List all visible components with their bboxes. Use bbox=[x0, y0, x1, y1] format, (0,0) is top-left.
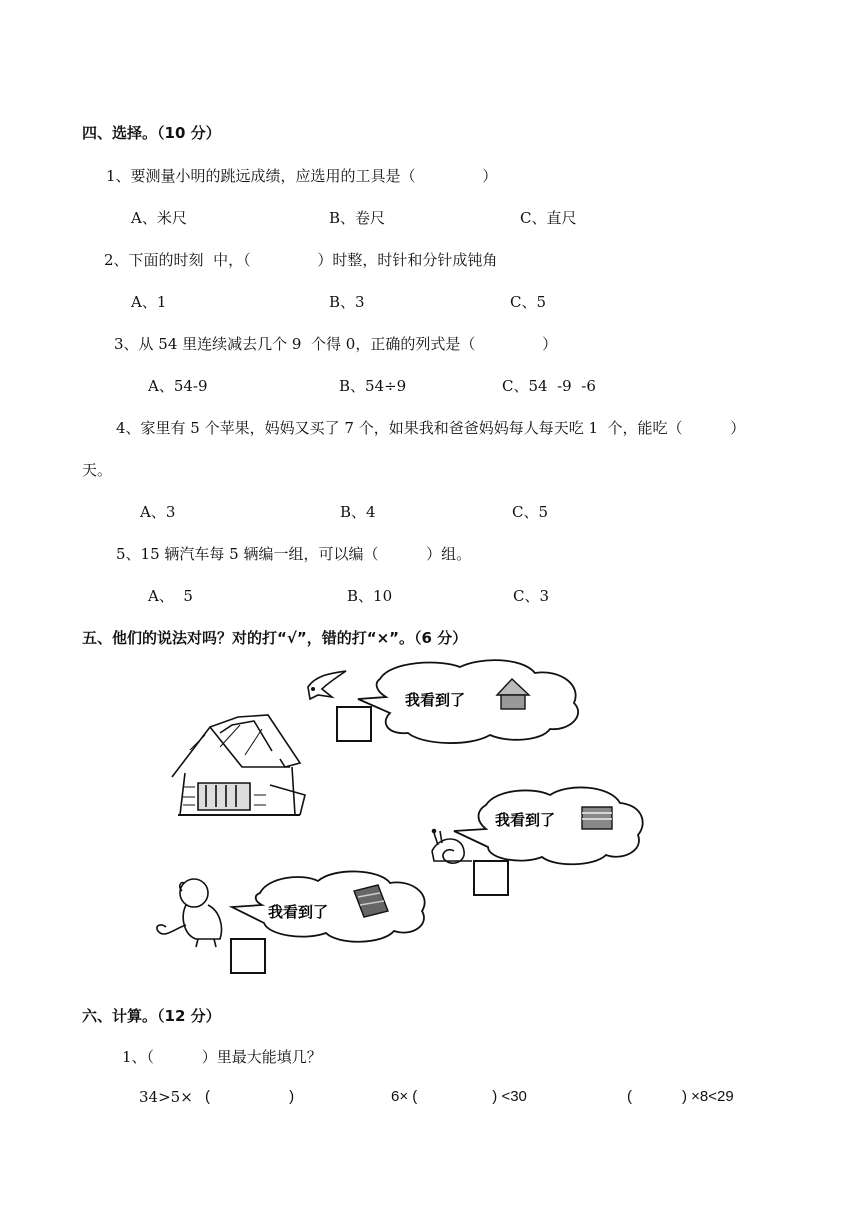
bird-drawing bbox=[308, 671, 346, 699]
illustration bbox=[150, 655, 650, 980]
expression-2[interactable]: 6× ( ) <30 bbox=[391, 1088, 527, 1105]
q3-option-b: B、54÷9 bbox=[339, 377, 407, 395]
bubble-1-text: 我看到了 bbox=[405, 691, 466, 709]
q5-option-c: C、3 bbox=[513, 587, 550, 605]
question-1: 1、要测量小明的跳远成绩，应选用的工具是（ ） bbox=[106, 167, 498, 185]
q4-option-b: B、4 bbox=[340, 503, 376, 521]
calc-question-1: 1、（ ）里最大能填几？ bbox=[122, 1048, 322, 1066]
speech-bubble-1 bbox=[358, 660, 578, 743]
q1-option-c: C、直尺 bbox=[520, 209, 577, 227]
q2-option-b: B、3 bbox=[329, 293, 365, 311]
expression-3[interactable]: ( ) ×8<29 bbox=[627, 1088, 734, 1105]
q4-option-a: A、3 bbox=[140, 503, 176, 521]
q1-option-a: A、米尺 bbox=[131, 209, 187, 227]
house-drawing bbox=[172, 715, 305, 815]
question-2: 2、下面的时刻 中，（ ）时整，时针和分针成钝角 bbox=[104, 251, 498, 269]
bubble-3-text: 我看到了 bbox=[268, 903, 329, 921]
expression-1-blank[interactable]: ( ) bbox=[205, 1088, 295, 1105]
bubble-2-text: 我看到了 bbox=[495, 811, 556, 829]
q1-option-b: B、卷尺 bbox=[329, 209, 386, 227]
q5-option-b: B、10 bbox=[347, 587, 393, 605]
q2-option-c: C、5 bbox=[510, 293, 547, 311]
q5-option-a: A、 5 bbox=[148, 587, 193, 605]
monkey-drawing bbox=[157, 879, 222, 947]
answer-box-monkey[interactable] bbox=[230, 938, 266, 974]
question-3: 3、从 54 里连续减去几个 9 个得 0，正确的列式是（ ） bbox=[114, 335, 558, 353]
q3-option-a: A、54-9 bbox=[148, 377, 208, 395]
section-5-title: 五、他们的说法对吗？对的打“√”，错的打“×”。（6 分） bbox=[82, 629, 468, 647]
q4-option-c: C、5 bbox=[512, 503, 549, 521]
expression-1-left: 34>5× bbox=[139, 1088, 193, 1106]
question-5: 5、15 辆汽车每 5 辆编一组，可以编（ ）组。 bbox=[116, 545, 472, 563]
section-4-title: 四、选择。（10 分） bbox=[82, 124, 221, 142]
q3-option-c: C、54 -9 -6 bbox=[502, 377, 596, 395]
q2-option-a: A、1 bbox=[131, 293, 167, 311]
house-thumbnail-2 bbox=[582, 807, 612, 829]
section-6-title: 六、计算。（12 分） bbox=[82, 1007, 221, 1025]
answer-box-bird[interactable] bbox=[336, 706, 372, 742]
question-4-continued: 天。 bbox=[82, 461, 113, 479]
question-4: 4、家里有 5 个苹果，妈妈又买了 7 个，如果我和爸爸妈妈每人每天吃 1 个，能吃（ ） bbox=[116, 419, 746, 437]
answer-box-snail[interactable] bbox=[473, 860, 509, 896]
speech-bubble-3 bbox=[232, 871, 425, 941]
